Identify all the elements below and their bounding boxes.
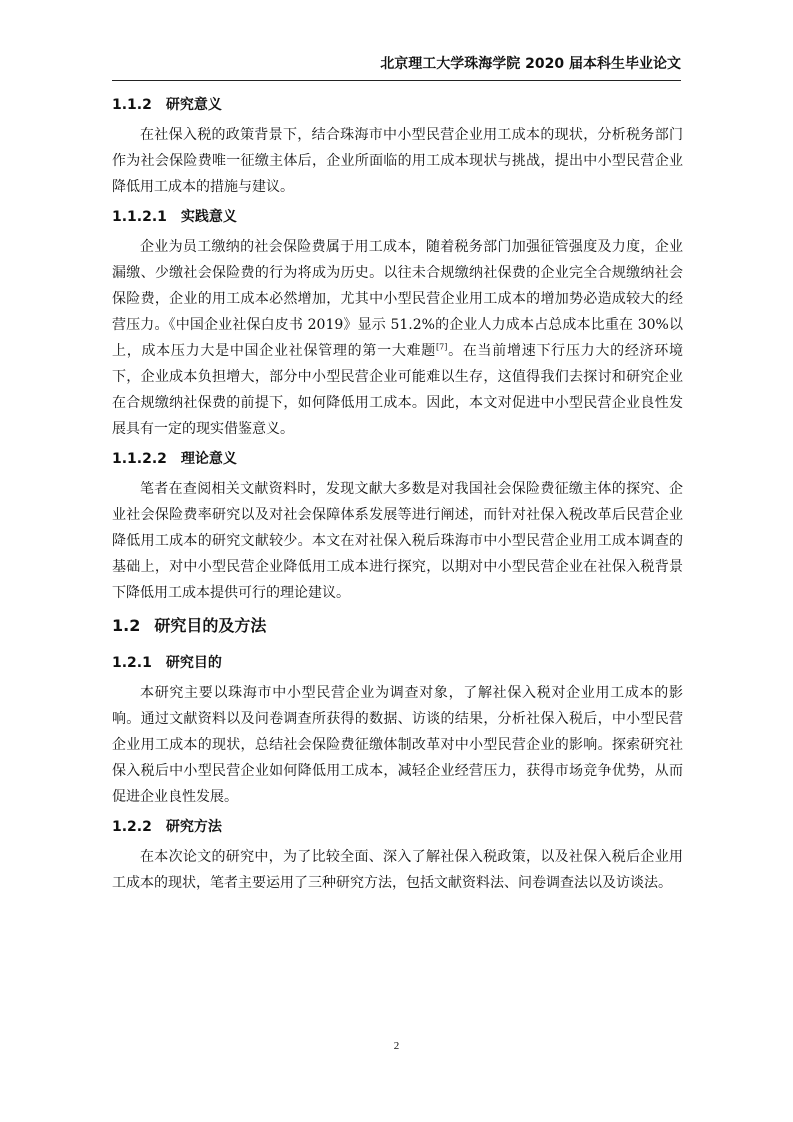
heading-number: 1.1.2.1 [112, 209, 167, 225]
heading-number: 1.2.1 [112, 655, 152, 671]
heading-number: 1.1.2.2 [112, 451, 167, 467]
heading-number: 1.1.2 [112, 97, 152, 113]
paragraph-theoretical-significance: 笔者在查阅相关文献资料时，发现文献大多数是对我国社会保险费征缴主体的探究、企业社会保险费率研究以及对社会保障体系发展等进行阐述，而针对社保入税改革后民营企业降低用工成本的研究文献较少。本文在对社保入税后珠海市中小型民营企业用工成本调查的基础上，对中小型民营企业降低用工成本进行探究，以期对中小型民营企业在社保入税背景下降低用工成本提供可行的理论建议。 [112, 481, 683, 601]
heading-1-2 [112, 606, 683, 646]
page-body [112, 88, 683, 896]
paragraph-research-purpose: 本研究主要以珠海市中小型民营企业为调查对象，了解社保入税对企业用工成本的影响。通过文献资料以及问卷调查所获得的数据、访谈的结果，分析社保入税后，中小型民营企业用工成本的现状，总结社会保险费征缴体制改革对中小型民营企业的影响。探索研究社保入税后中小型民营企业如何降低用工成本，减轻企业经营压力，获得市场竞争优势，从而促进企业良性发展。 [112, 685, 683, 805]
paragraph-practical-significance [112, 234, 683, 442]
heading-1-1-2 [112, 88, 683, 122]
running-header [112, 52, 681, 81]
paragraph-text: 。在当前增速下行压力大的经济环境下，企业成本负担增大，部分中小型民营企业可能难以生存，这值得我们去探讨和研究企业在合规缴纳社保费的前提下，如何降低用工成本。因此，本文对促进中小型民营企业良性发展具有一定的现实借鉴意义。 [112, 343, 684, 437]
heading-title: 研究目的 [165, 655, 222, 671]
heading-title: 研究意义 [165, 97, 222, 113]
citation-ref[interactable]: [7] [436, 342, 448, 352]
heading-title: 实践意义 [180, 209, 237, 225]
heading-title: 理论意义 [180, 451, 237, 467]
heading-number: 1.2 [112, 616, 141, 635]
page-number: 2 [393, 1040, 400, 1052]
heading-1-2-2 [112, 810, 683, 844]
heading-1-1-2-2 [112, 442, 683, 476]
paragraph-text: 企业为员工缴纳的社会保险费属于用工成本，随着税务部门加强征管强度及力度，企业漏缴、少缴社会保险费的行为将成为历史。以往未合规缴纳社保费的企业完全合规缴纳社会保险费，企业的用工成本必然增加，尤其中小型民营企业用工成本的增加势必造成较大的经营压力。《中国企业社保白皮书 2019》显示 51.2%的企业人力成本占总成本比重在 30%以上，成本压力大是中国企业社保管理的第一大难题 [112, 239, 683, 359]
heading-number: 1.2.2 [112, 819, 152, 835]
paragraph-research-significance: 在社保入税的政策背景下，结合珠海市中小型民营企业用工成本的现状，分析税务部门作为社会保险费唯一征缴主体后，企业所面临的用工成本现状与挑战，提出中小型民营企业降低用工成本的措施与建议。 [112, 127, 683, 195]
header-title: 北京理工大学珠海学院 2020 届本科生毕业论文 [380, 56, 681, 72]
heading-1-1-2-1 [112, 200, 683, 234]
paragraph-research-methods: 在本次论文的研究中，为了比较全面、深入了解社保入税政策，以及社保入税后企业用工成本的现状，笔者主要运用了三种研究方法，包括文献资料法、问卷调查法以及访谈法。 [112, 849, 683, 891]
heading-1-2-1 [112, 646, 683, 680]
heading-title: 研究方法 [165, 819, 222, 835]
heading-title: 研究目的及方法 [154, 616, 267, 635]
